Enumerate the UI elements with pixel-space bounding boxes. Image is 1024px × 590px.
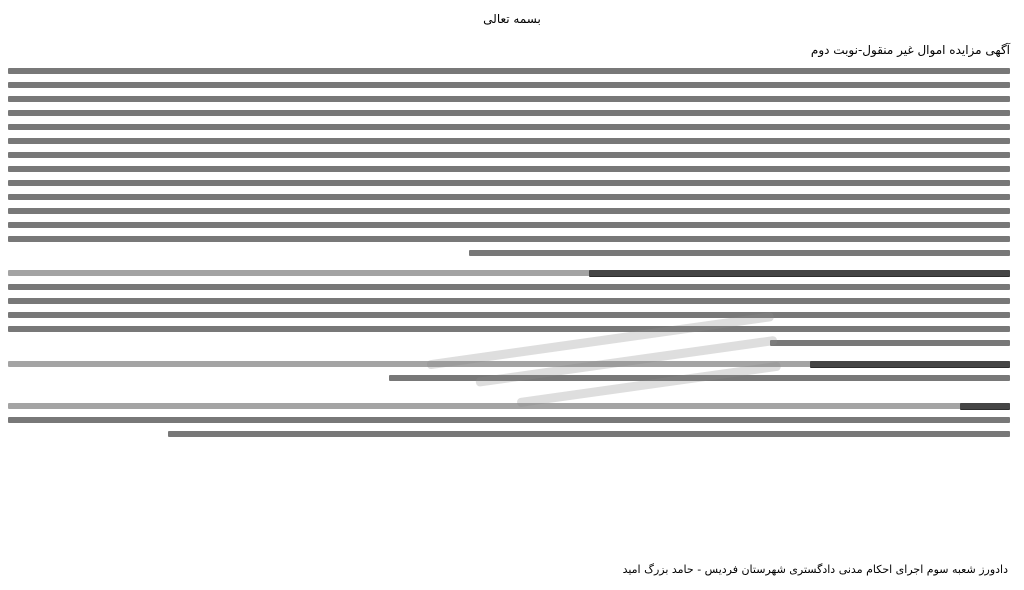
body-paragraph-property-condition: [8, 361, 1010, 393]
body-paragraph-legal-specs: [8, 270, 1010, 354]
signature-line: دادورز شعبه سوم اجرای احکام مدنی دادگستری شهرستان فردیس - حامد بزرگ امید: [622, 563, 1008, 576]
document-title: بسمه تعالی: [483, 12, 541, 26]
body-paragraph-expert-opinion: [8, 403, 1010, 449]
notice-heading: آگهی مزایده اموال غیر منقول-نوبت دوم: [810, 43, 1010, 57]
body-paragraph-case-details: [8, 68, 1010, 260]
